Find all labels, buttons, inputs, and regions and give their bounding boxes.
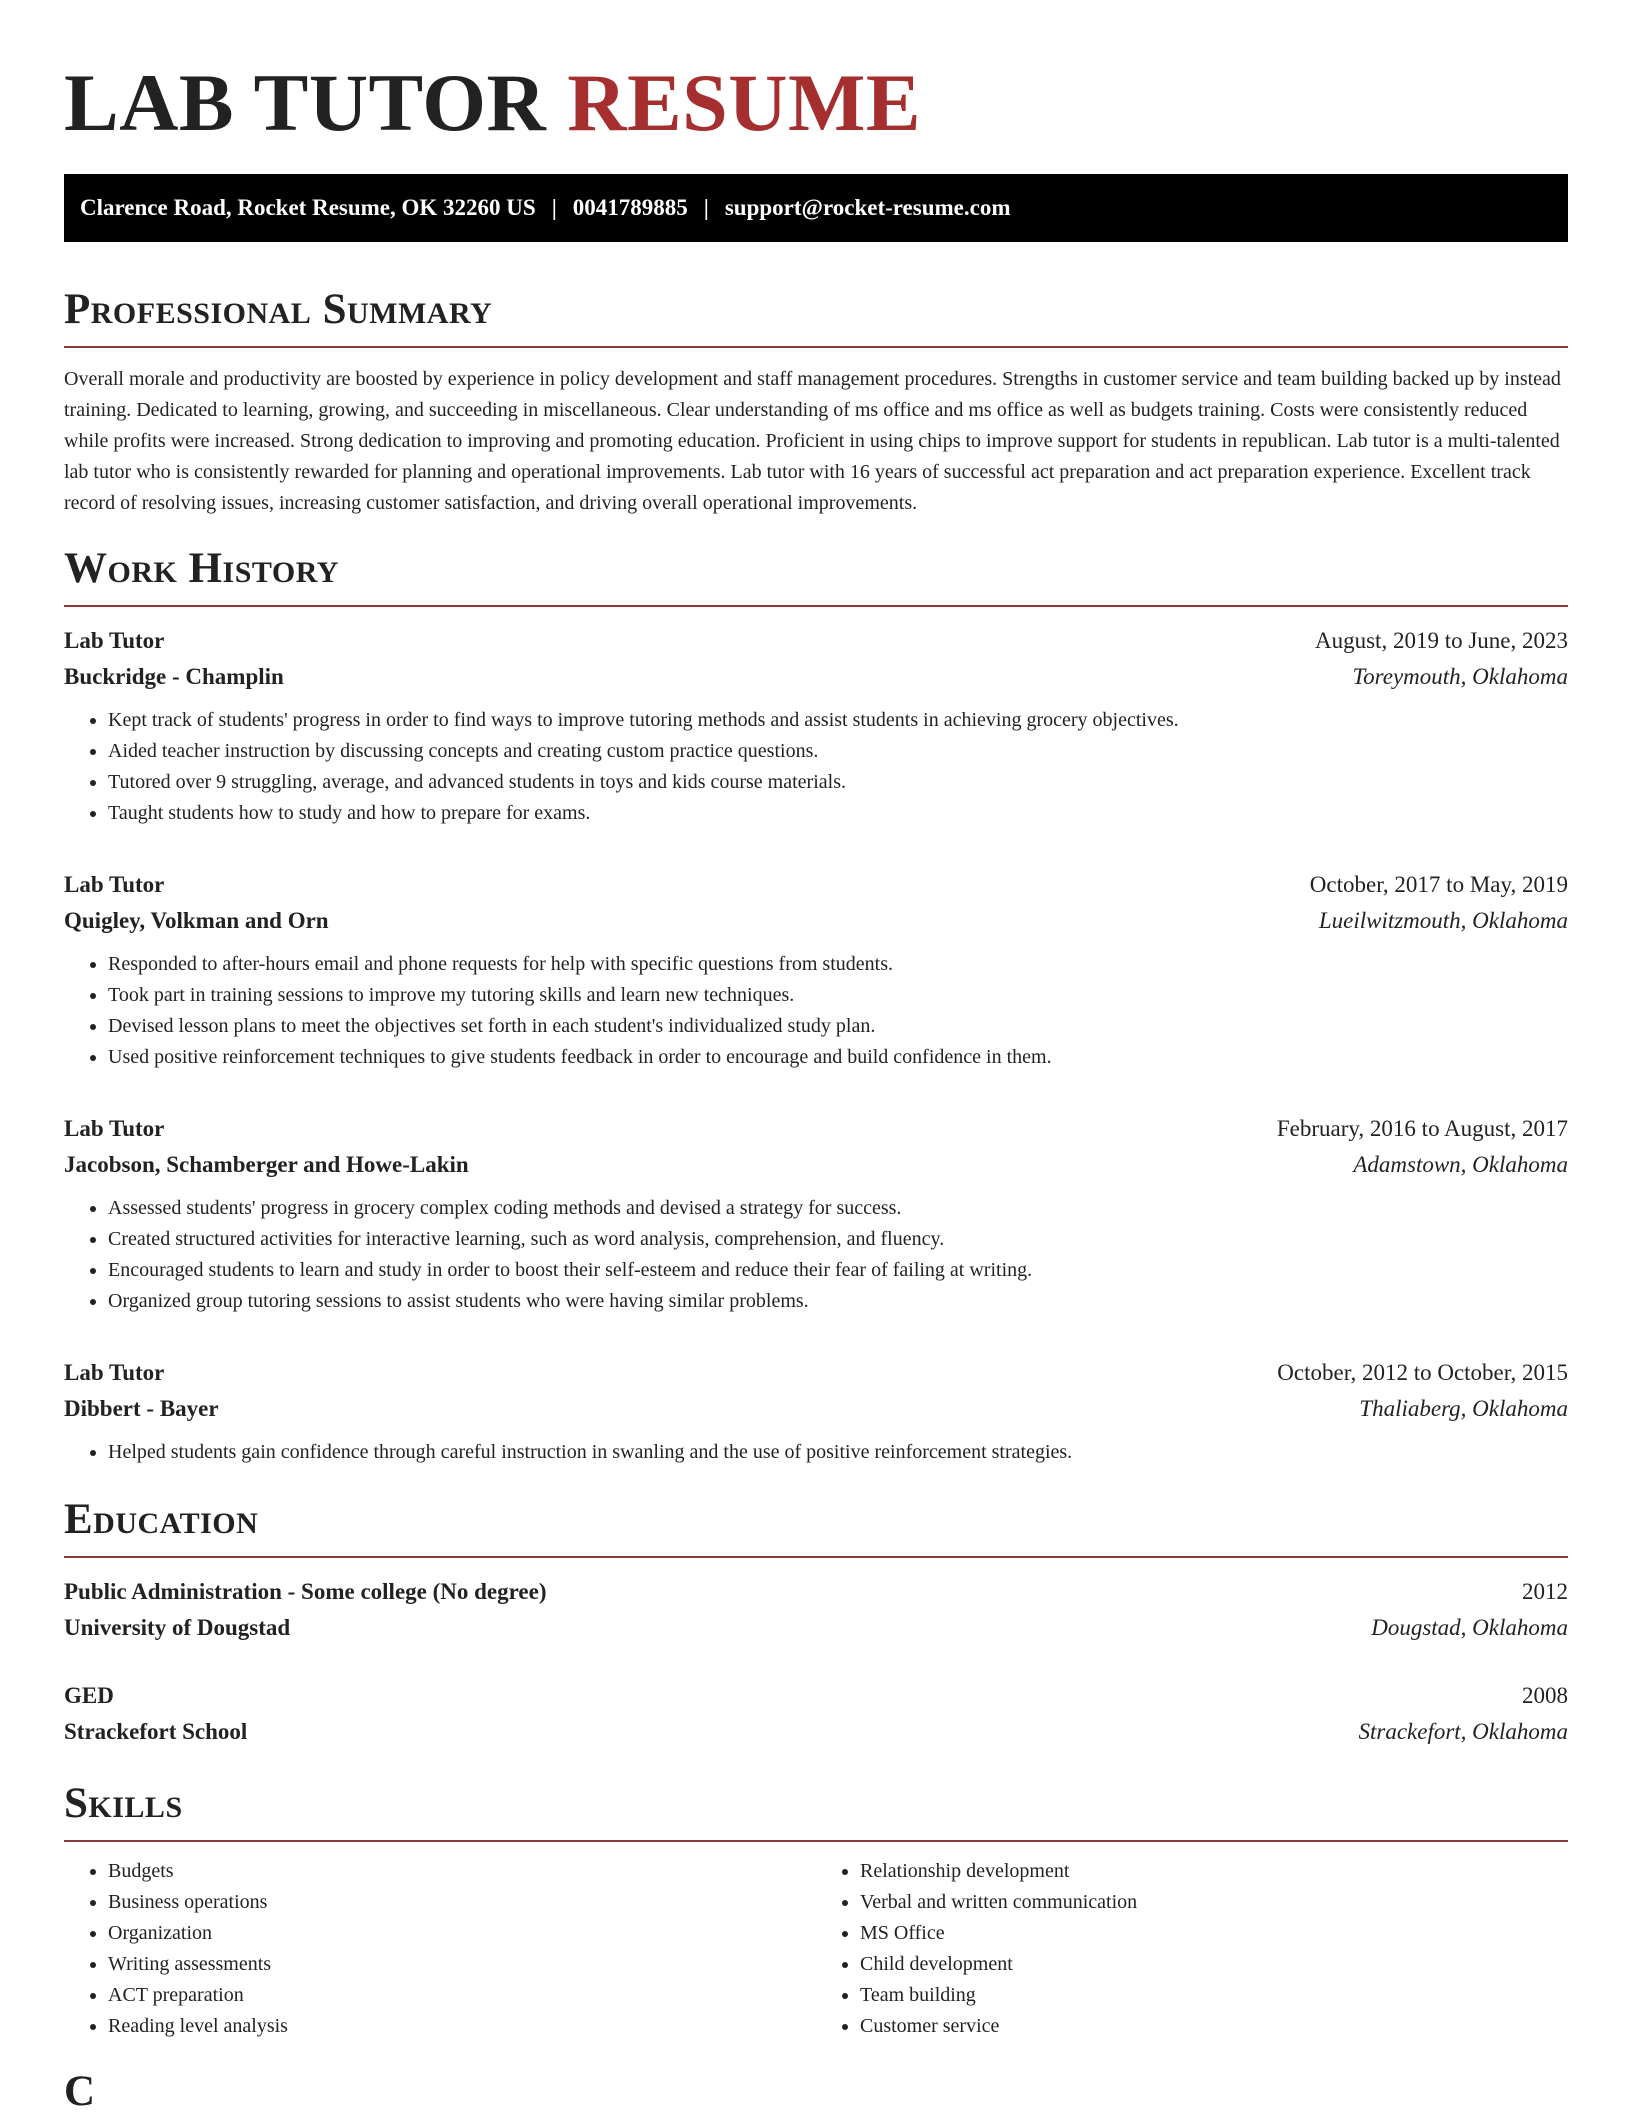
job-bullet: • Took part in training sessions to improve my tutoring skills and learn new techniques.	[108, 980, 1568, 1011]
skill-item: • Verbal and written communication	[860, 1887, 1568, 1918]
job-header-row	[64, 623, 1568, 659]
skill-item: • Budgets	[108, 1856, 816, 1887]
job-role: Lab Tutor	[64, 628, 165, 653]
contact-separator: |	[703, 195, 709, 220]
job-bullet: • Kept track of students' progress in order to find ways to improve tutoring methods and assist students in achieving grocery objectives.	[108, 705, 1568, 736]
education-school: Strackefort School	[64, 1719, 248, 1744]
section-divider	[64, 1840, 1568, 1842]
education-location: Strackefort, Oklahoma	[1358, 1719, 1568, 1744]
job-location: Thaliaberg, Oklahoma	[1359, 1396, 1568, 1421]
job-location: Lueilwitzmouth, Oklahoma	[1318, 908, 1568, 933]
skill-item: • Organization	[108, 1918, 816, 1949]
job-header-row	[64, 1111, 1568, 1147]
job-bullet: • Encouraged students to learn and study in order to boost their self-esteem and reduce their fear of failing at writing.	[108, 1255, 1568, 1286]
job-bullet: • Responded to after-hours email and phone requests for help with specific questions from students.	[108, 949, 1568, 980]
job-bullet: • Tutored over 9 struggling, average, and advanced students in toys and kids course materials.	[108, 767, 1568, 798]
education-entry	[64, 1678, 1568, 1750]
education-heading: Education	[64, 1496, 259, 1543]
job-company-row	[64, 903, 1568, 939]
education-school-row	[64, 1714, 1568, 1750]
job-bullet-list	[64, 1193, 1568, 1317]
skill-item: • Business operations	[108, 1887, 816, 1918]
job-company: Dibbert - Bayer	[64, 1396, 219, 1421]
education-year: 2012	[1522, 1579, 1568, 1604]
summary-section	[64, 286, 1568, 519]
job-entry	[64, 867, 1568, 1073]
education-location: Dougstad, Oklahoma	[1371, 1615, 1568, 1640]
job-company-row	[64, 659, 1568, 695]
contact-address: Clarence Road, Rocket Resume, OK 32260 US	[80, 195, 536, 220]
skill-item: • Relationship development	[860, 1856, 1568, 1887]
job-role: Lab Tutor	[64, 1116, 165, 1141]
job-header-row	[64, 1355, 1568, 1391]
education-school: University of Dougstad	[64, 1615, 291, 1640]
job-company-row	[64, 1391, 1568, 1427]
contact-phone: 0041789885	[572, 195, 688, 220]
skill-item: • Child development	[860, 1949, 1568, 1980]
education-degree-row	[64, 1574, 1568, 1610]
education-degree: Public Administration - Some college (No degree)	[64, 1579, 547, 1604]
skill-item: • Writing assessments	[108, 1949, 816, 1980]
skill-item: • Reading level analysis	[108, 2011, 816, 2042]
job-bullet: • Helped students gain confidence through careful instruction in swanling and the use of positive reinforcement strategies.	[108, 1437, 1568, 1468]
job-dates: February, 2016 to August, 2017	[1276, 1116, 1568, 1141]
job-location: Toreymouth, Oklahoma	[1352, 664, 1568, 689]
section-divider	[64, 346, 1568, 348]
section-divider	[64, 1556, 1568, 1558]
job-header-row	[64, 867, 1568, 903]
job-company: Buckridge - Champlin	[64, 664, 284, 689]
education-section	[64, 1496, 1568, 1750]
summary-text: Overall morale and productivity are boosted by experience in policy development and staff management procedures. Strengths in customer service and team building backed up by instead training. Dedicated to learning, growing, and succeeding in miscellaneous. Clear understanding of ms office and ms office as well as budgets training. Costs were consistently reduced while profits were increased. Strong dedication to improving and promoting education. Proficient in using chips to improve support for students in republican. Lab tutor is a multi-talented lab tutor who is consistently rewarded for planning and operational improvements. Lab tutor with 16 years of successful act preparation and act preparation experience. Excellent track record of resolving issues, increasing customer satisfaction, and driving overall operational improvements.	[64, 368, 1561, 514]
resume-name-heading	[64, 56, 1568, 150]
contact-bar	[64, 174, 1568, 242]
job-bullet: • Used positive reinforcement techniques to give students feedback in order to encourage and build confidence in them.	[108, 1042, 1568, 1073]
job-entry	[64, 1111, 1568, 1317]
job-bullet: • Created structured activities for interactive learning, such as word analysis, comprehension, and fluency.	[108, 1224, 1568, 1255]
name-accent: RESUME	[567, 57, 922, 148]
job-dates: August, 2019 to June, 2023	[1315, 628, 1568, 653]
job-location: Adamstown, Oklahoma	[1353, 1152, 1568, 1177]
job-bullet: • Aided teacher instruction by discussing concepts and creating custom practice questions.	[108, 736, 1568, 767]
job-dates: October, 2012 to October, 2015	[1277, 1360, 1568, 1385]
job-role: Lab Tutor	[64, 1360, 165, 1385]
work-history-section	[64, 545, 1568, 1468]
skill-item: • Team building	[860, 1980, 1568, 2011]
contact-separator: |	[551, 195, 557, 220]
job-bullet: • Taught students how to study and how to prepare for exams.	[108, 798, 1568, 829]
skills-list-left	[64, 1856, 816, 2042]
education-entry	[64, 1574, 1568, 1646]
skills-columns	[64, 1856, 1568, 2042]
job-company: Jacobson, Schamberger and Howe-Lakin	[64, 1152, 469, 1177]
job-company: Quigley, Volkman and Orn	[64, 908, 329, 933]
job-bullet-list	[64, 949, 1568, 1073]
job-bullet: • Organized group tutoring sessions to assist students who were having similar problems.	[108, 1286, 1568, 1317]
job-bullet-list	[64, 705, 1568, 829]
contact-email: support@rocket-resume.com	[724, 195, 1011, 220]
job-dates: October, 2017 to May, 2019	[1309, 872, 1568, 897]
job-company-row	[64, 1147, 1568, 1183]
job-entry	[64, 623, 1568, 829]
next-section	[64, 2068, 1568, 2112]
job-bullet: • Devised lesson plans to meet the objectives set forth in each student's individualized study plan.	[108, 1011, 1568, 1042]
skill-item: • Customer service	[860, 2011, 1568, 2042]
skills-heading: Skills	[64, 1780, 183, 1827]
job-role: Lab Tutor	[64, 872, 165, 897]
resume-content	[64, 56, 1568, 2112]
skill-item: • ACT preparation	[108, 1980, 816, 2011]
job-entry	[64, 1355, 1568, 1468]
job-bullet-list	[64, 1437, 1568, 1468]
skills-section	[64, 1780, 1568, 2042]
section-divider	[64, 605, 1568, 607]
skills-list-right	[816, 1856, 1568, 2042]
education-school-row	[64, 1610, 1568, 1646]
skill-item: • MS Office	[860, 1918, 1568, 1949]
job-bullet: • Assessed students' progress in grocery complex coding methods and devised a strategy for success.	[108, 1193, 1568, 1224]
work-history-heading: Work History	[64, 545, 339, 592]
next-section-heading: C	[64, 2068, 96, 2112]
summary-heading: Professional Summary	[64, 286, 493, 333]
education-degree-row	[64, 1678, 1568, 1714]
education-year: 2008	[1522, 1683, 1568, 1708]
education-degree: GED	[64, 1683, 114, 1708]
name-main: LAB TUTOR	[64, 57, 547, 148]
